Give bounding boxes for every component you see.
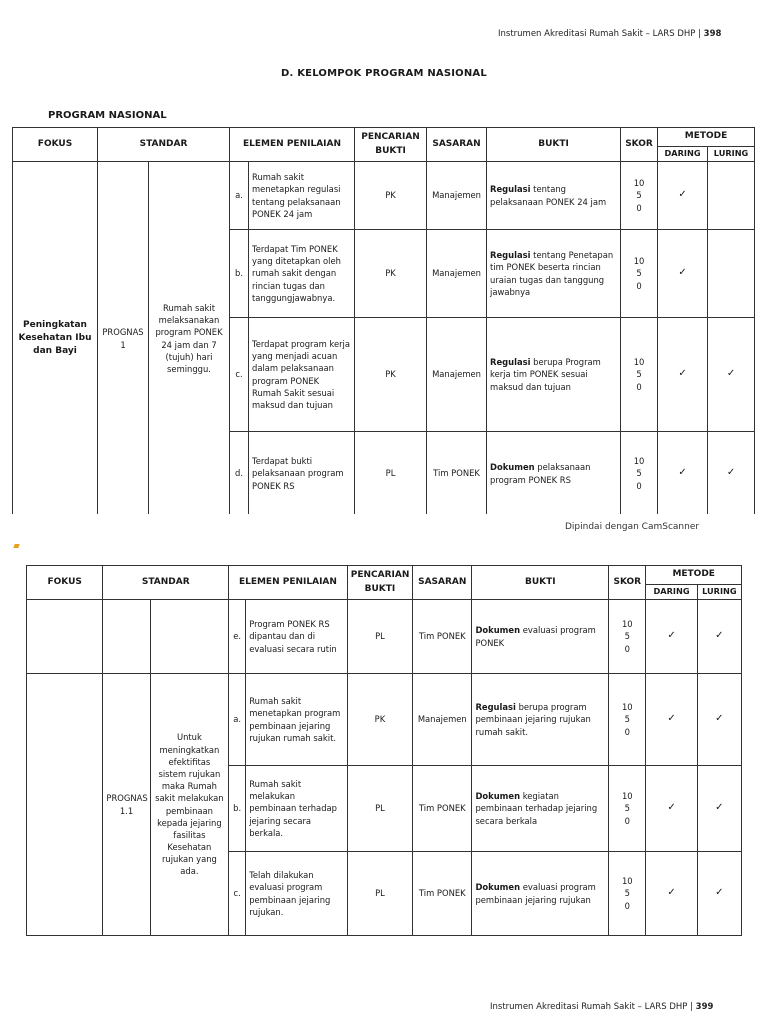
bukti-cell [487,318,621,432]
sasaran-cell: Tim PONEK [413,852,472,936]
bukti-bold: Regulasi [490,184,531,195]
program-table-1 [12,127,755,516]
fokus-cell: Peningkatan Kesehatan Ibu dan Bayi [13,162,98,516]
header-text: Instrumen Akreditasi Rumah Sakit – LARS DHP | [498,29,701,39]
bukti-cell [487,230,621,318]
header-daring: DARING [658,147,708,162]
bukti-bold: Dokumen [490,462,535,473]
elemen-cell: Terdapat Tim PONEK yang ditetapkan oleh rumah sakit dengan rincian tugas dan tanggungjawabnya. [249,230,355,318]
program-table-2 [26,565,742,936]
sasaran-cell: Manajemen [427,230,487,318]
luring-check: ✓ [708,432,755,516]
header-elemen-penilaian: ELEMEN PENILAIAN [229,566,348,600]
daring-check: ✓ [646,766,697,852]
bukti-bold: Regulasi [490,357,531,368]
header-metode: METODE [646,566,742,585]
page-break [0,514,768,520]
standar-text-empty [150,600,228,674]
standar-text: Rumah sakit melaksanakan program PONEK 24 jam dan 7 (tujuh) hari seminggu. [149,162,230,516]
elemen-cell: Terdapat program kerja yang menjadi acuan dalam pelaksanaan program PONEK Rumah Sakit sesuai maksud dan tujuan [249,318,355,432]
bukti-text: tentang Penetapan tim PONEK beserta rincian uraian tugas dan tanggung jawabnya [490,250,614,297]
row-letter: b. [229,766,246,852]
luring-check: ✓ [697,852,741,936]
header-fokus: FOKUS [27,566,103,600]
bukti-cell [487,432,621,516]
bukti-bold: Dokumen [475,791,521,802]
bukti-bold: Dokumen [475,625,521,636]
pencarian-cell: PK [355,230,427,318]
bukti-cell [472,674,609,766]
pencarian-cell: PL [347,600,412,674]
elemen-cell: Terdapat bukti pelaksanaan program PONEK RS [249,432,355,516]
bukti-text: tentang pelaksanaan PONEK 24 jam [490,184,607,207]
sasaran-cell: Manajemen [413,674,472,766]
bukti-cell [472,766,609,852]
daring-check: ✓ [658,230,708,318]
sasaran-cell: Manajemen [427,318,487,432]
luring-check: ✓ [697,766,741,852]
luring-check: ✓ [697,600,741,674]
scan-mark [13,544,19,548]
standar-code-empty [103,600,150,674]
pencarian-cell: PL [355,432,427,516]
pencarian-cell: PK [355,162,427,230]
row-letter: a. [229,674,246,766]
pencarian-cell: PK [347,674,412,766]
bukti-text: berupa program pembinaan jejaring rujukan rumah sakit. [475,702,591,737]
header-standar: STANDAR [98,128,230,162]
fokus-cell-empty [27,674,103,936]
header-skor: SKOR [609,566,646,600]
section-title: D. KELOMPOK PROGRAM NASIONAL [281,68,487,79]
luring-check: ✓ [697,674,741,766]
header-page-number: 398 [703,29,722,39]
header-metode: METODE [658,128,755,147]
page-footer [490,1002,713,1012]
daring-check: ✓ [658,318,708,432]
skor-cell: 10 5 0 [609,766,646,852]
skor-cell: 10 5 0 [609,852,646,936]
bukti-cell [487,162,621,230]
header-pencarian-bukti: PENCARIAN BUKTI [347,566,412,600]
elemen-cell: Rumah sakit menetapkan regulasi tentang pelaksanaan PONEK 24 jam [249,162,355,230]
header-elemen-penilaian: ELEMEN PENILAIAN [230,128,355,162]
standar-text: Untuk meningkatkan efektifitas sistem rujukan maka Rumah sakit melakukan pembinaan kepada jejaring fasilitas Kesehatan rujukan yang ada. [150,674,228,936]
luring-check [708,162,755,230]
page-header [498,29,721,39]
fokus-cell-empty [27,600,103,674]
pencarian-cell: PL [347,766,412,852]
footer-page-number: 399 [695,1002,714,1012]
luring-check: ✓ [708,318,755,432]
daring-check: ✓ [646,600,697,674]
row-letter: c. [229,852,246,936]
row-letter: d. [230,432,249,516]
bukti-text: berupa Program kerja tim PONEK sesuai maksud dan tujuan [490,357,601,392]
daring-check: ✓ [658,162,708,230]
skor-cell: 10 5 0 [609,674,646,766]
skor-cell: 10 5 0 [621,318,658,432]
bukti-text: evaluasi program pembinaan jejaring rujukan [475,882,596,905]
row-letter: e. [229,600,246,674]
table-row [27,674,742,766]
skor-cell: 10 5 0 [621,230,658,318]
bukti-bold: Regulasi [490,250,531,261]
scanner-note: Dipindai dengan CamScanner [565,522,700,532]
bukti-cell [472,852,609,936]
table-row [13,162,755,230]
elemen-cell: Rumah sakit melakukan pembinaan terhadap jejaring secara berkala. [246,766,348,852]
header-luring: LURING [708,147,755,162]
sasaran-cell: Tim PONEK [427,432,487,516]
elemen-cell: Rumah sakit menetapkan program pembinaan jejaring rujukan rumah sakit. [246,674,348,766]
daring-check: ✓ [658,432,708,516]
bukti-bold: Dokumen [475,882,521,893]
elemen-cell: Program PONEK RS dipantau dan di evaluasi secara rutin [246,600,348,674]
bukti-text: pelaksanaan program PONEK RS [490,462,591,485]
daring-check: ✓ [646,852,697,936]
pencarian-cell: PK [355,318,427,432]
bukti-text: evaluasi program PONEK [475,625,596,648]
row-letter: b. [230,230,249,318]
header-standar: STANDAR [103,566,229,600]
header-sasaran: SASARAN [413,566,472,600]
program-title: PROGRAM NASIONAL [48,110,167,121]
header-pencarian-bukti: PENCARIAN BUKTI [355,128,427,162]
row-letter: a. [230,162,249,230]
bukti-text: kegiatan pembinaan terhadap jejaring secara berkala [475,791,598,826]
skor-cell: 10 5 0 [621,162,658,230]
bukti-cell [472,600,609,674]
table-row [27,600,742,674]
elemen-cell: Telah dilakukan evaluasi program pembinaan jejaring rujukan. [246,852,348,936]
bukti-bold: Regulasi [475,702,516,713]
sasaran-cell: Tim PONEK [413,600,472,674]
header-luring: LURING [697,585,741,600]
sasaran-cell: Tim PONEK [413,766,472,852]
header-sasaran: SASARAN [427,128,487,162]
standar-code: PROGNAS 1 [98,162,149,516]
daring-check: ✓ [646,674,697,766]
header-daring: DARING [646,585,697,600]
header-bukti: BUKTI [487,128,621,162]
skor-cell: 10 5 0 [609,600,646,674]
sasaran-cell: Manajemen [427,162,487,230]
row-letter: c. [230,318,249,432]
skor-cell: 10 5 0 [621,432,658,516]
luring-check [708,230,755,318]
header-fokus: FOKUS [13,128,98,162]
pencarian-cell: PL [347,852,412,936]
footer-text: Instrumen Akreditasi Rumah Sakit – LARS DHP | [490,1002,693,1012]
header-bukti: BUKTI [472,566,609,600]
standar-code: PROGNAS 1.1 [103,674,150,936]
header-skor: SKOR [621,128,658,162]
